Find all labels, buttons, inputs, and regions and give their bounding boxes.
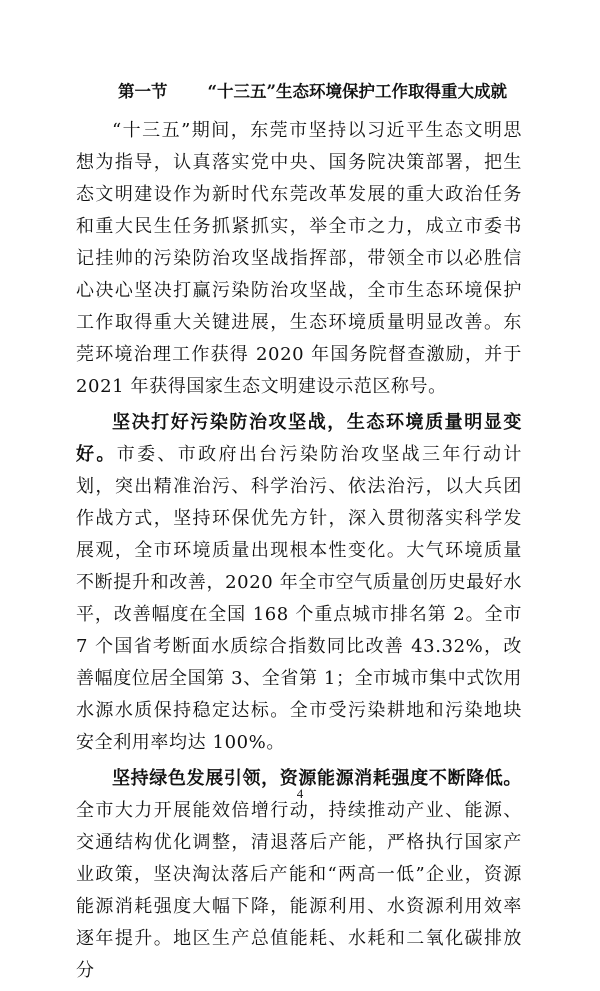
paragraph-pollution-control [76,407,522,759]
paragraph-lead: 坚持绿色发展引领，资源能源消耗强度不断降低。 [112,768,522,789]
paragraph-text: 全市大力开展能效倍增行动，持续推动产业、能源、交通结构优化调整，清退落后产能，严格执行国家产业政策，坚决淘汰落后产能和“两高一低”企业，资源能源消耗强度大幅下降，能源利用、水资源利用效率逐年提升。地区生产总值能耗、水耗和二氧化碳排放分 [76,800,522,981]
paragraph-text: “十三五”期间，东莞市坚持以习近平生态文明思想为指导，认真落实党中央、国务院决策部署，把生态文明建设作为新时代东莞改革发展的重大政治任务和重大民生任务抓紧抓实，举全市之力，成立市委书记挂帅的污染防治攻坚战指挥部，带领全市以必胜信心决心坚决打赢污染防治攻坚战，全市生态环境保护工作取得重大关键进展，生态环境质量明显改善。东莞环境治理工作获得 2020 年国务院督查激励，并于 2021 年获得国家生态文明建设示范区称号。 [76,120,522,397]
body-text [76,115,522,991]
paragraph-text: 市委、市政府出台污染防治攻坚战三年行动计划，突出精准治污、科学治污、依法治污，以大兵团作战方式，坚持环保优先方针，深入贯彻落实科学发展观，全市环境质量出现根本性变化。大气环境质量不断提升和改善，2020 年全市空气质量创历史最好水平，改善幅度在全国 168 个重点城市排名第 2。全市 7 个国省考断面水质综合指数同比改善 43.32%，改善幅度位居全国第 3、全省第 1；全市城市集中式饮用水源水质保持稳定达标。全市受污染耕地和污染地块安全利用率均达 100%。 [76,444,523,753]
section-heading [118,80,507,104]
paragraph-overview [76,115,522,403]
page-number: 4 [296,786,304,801]
paragraph-lead: 坚决打好污染防治攻坚战，生态环境质量明显变好。 [76,412,522,465]
section-title: “十三五”生态环境保护工作取得重大成就 [207,82,507,101]
section-number: 第一节 [118,82,168,101]
